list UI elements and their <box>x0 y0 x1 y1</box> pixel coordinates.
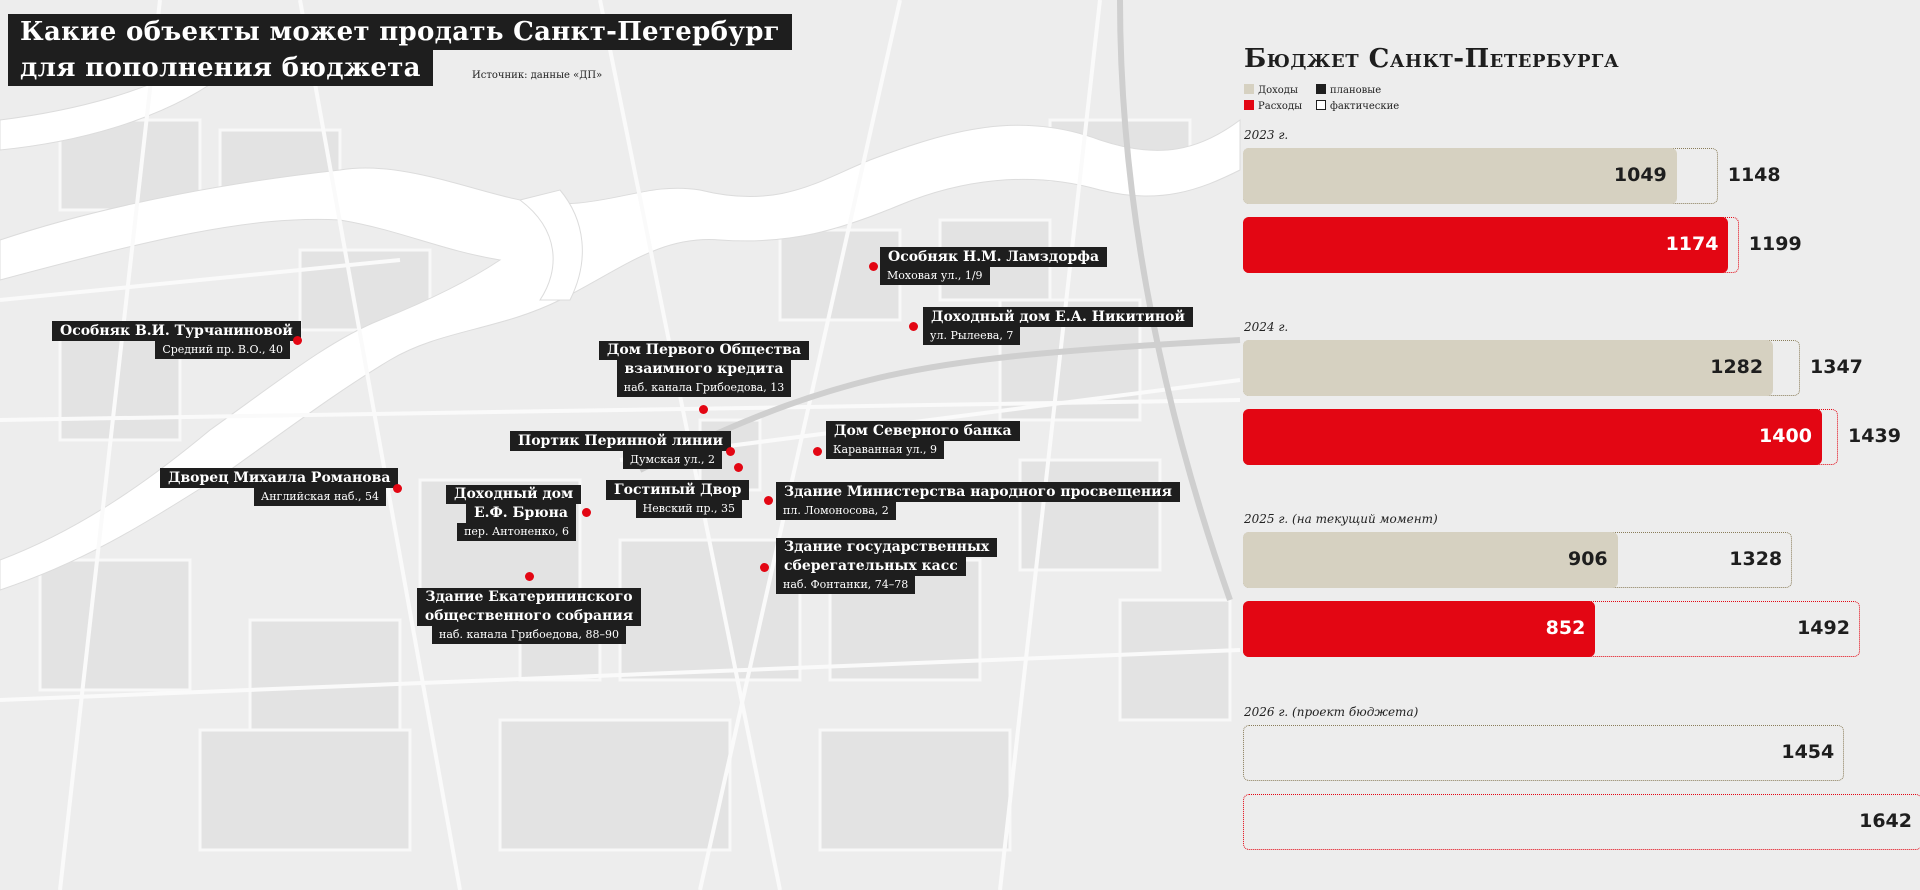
expense-planned-value: 1492 <box>1797 617 1850 639</box>
map-label-nikitina <box>923 307 1193 345</box>
map-label-bryun-house <box>446 485 576 541</box>
map-marker <box>525 572 534 581</box>
expense-planned-value: 1642 <box>1859 810 1912 832</box>
map-marker <box>764 496 773 505</box>
object-address: наб. Фонтанки, 74–78 <box>776 576 915 594</box>
legend-actual-label: фактические <box>1330 101 1400 112</box>
object-address: Думская ул., 2 <box>623 451 722 469</box>
income-planned-value: 1328 <box>1729 548 1783 570</box>
income-actual-value: 1282 <box>1710 356 1764 378</box>
legend-income-label: Доходы <box>1258 85 1298 96</box>
legend-expense-swatch <box>1244 100 1254 110</box>
object-address: Средний пр. В.О., 40 <box>155 341 290 359</box>
map-label-mikhail-palace <box>160 468 391 506</box>
legend-planned-swatch <box>1316 84 1326 94</box>
object-name: Портик Перинной линии <box>510 431 731 451</box>
legend-actual-swatch <box>1316 100 1326 110</box>
map-label-ekaterina-assembly <box>414 588 644 644</box>
object-name: Здание Екатерининского <box>417 588 640 607</box>
year-label: 2024 г. <box>1244 320 1289 334</box>
expense-planned-value: 1199 <box>1748 233 1802 255</box>
object-name: Доходный дом <box>446 485 581 504</box>
map-label-lamsdorf <box>880 247 1107 285</box>
year-label: 2025 г. (на текущий момент) <box>1244 512 1438 526</box>
map-marker <box>726 447 735 456</box>
object-name: Дворец Михаила Романова <box>160 468 398 488</box>
legend-income-swatch <box>1244 84 1254 94</box>
chart-title: Бюджет Санкт-Петербурга <box>1244 44 1620 74</box>
object-address: Караванная ул., 9 <box>826 441 944 459</box>
object-name-line2: Е.Ф. Брюна <box>466 504 576 523</box>
map-marker <box>699 405 708 414</box>
legend-planned-label: плановые <box>1330 85 1382 96</box>
page-title-line2: для пополнения бюджета <box>8 50 433 86</box>
map-marker <box>393 484 402 493</box>
page-title-line1: Какие объекты может продать Санкт-Петербург <box>8 14 792 50</box>
map-marker <box>582 508 591 517</box>
map-label-first-credit-society <box>596 341 812 397</box>
map-label-ministry-education <box>776 482 1180 520</box>
year-label: 2023 г. <box>1244 128 1289 142</box>
map-marker <box>734 463 743 472</box>
object-name: Гостиный Двор <box>606 480 749 500</box>
legend-expense-label: Расходы <box>1258 101 1303 112</box>
expense-actual-value: 852 <box>1545 617 1586 639</box>
object-address: наб. канала Грибоедова, 13 <box>617 379 791 397</box>
map-marker <box>760 563 769 572</box>
map-label-north-bank <box>826 421 1020 459</box>
legend-expense <box>1244 100 1302 112</box>
map-label-turchaninova <box>52 321 293 359</box>
year-label: 2026 г. (проект бюджета) <box>1244 705 1419 719</box>
object-name: Дом Северного банка <box>826 421 1020 441</box>
object-address: Моховая ул., 1/9 <box>880 267 990 285</box>
source-note: Источник: данные «ДП» <box>472 70 603 81</box>
object-name: Особняк В.И. Турчаниновой <box>52 321 301 341</box>
income-planned-value: 1454 <box>1781 741 1835 763</box>
object-name: Дом Первого Общества <box>599 341 809 360</box>
income-actual-value: 1049 <box>1613 164 1667 186</box>
object-name: Доходный дом Е.А. Никитиной <box>923 307 1193 327</box>
object-address: наб. канала Грибоедова, 88–90 <box>432 626 626 644</box>
map-marker <box>813 447 822 456</box>
object-address: пл. Ломоносова, 2 <box>776 502 896 520</box>
map-marker <box>869 262 878 271</box>
income-planned-value: 1148 <box>1727 164 1781 186</box>
legend-planned <box>1316 84 1381 96</box>
object-name-line2: общественного собрания <box>417 607 641 626</box>
object-name: Здание Министерства народного просвещения <box>776 482 1180 502</box>
object-address: пер. Антоненко, 6 <box>457 523 576 541</box>
legend-actual <box>1316 100 1399 112</box>
object-address: Английская наб., 54 <box>254 488 386 506</box>
object-name-line2: взаимного кредита <box>617 360 792 379</box>
income-actual-value: 906 <box>1567 548 1608 570</box>
object-address: ул. Рылеева, 7 <box>923 327 1020 345</box>
expense-actual-value: 1400 <box>1759 425 1812 447</box>
expense-actual-value: 1174 <box>1665 233 1719 255</box>
legend-income <box>1244 84 1298 96</box>
expense-planned-value: 1439 <box>1848 425 1901 447</box>
map-label-gostiny-dvor <box>606 480 742 518</box>
object-address: Невский пр., 35 <box>636 500 742 518</box>
object-name: Здание государственных <box>776 538 997 557</box>
map-marker <box>293 336 302 345</box>
object-name: Особняк Н.М. Ламздорфа <box>880 247 1107 267</box>
map-marker <box>909 322 918 331</box>
income-planned-value: 1347 <box>1810 356 1863 378</box>
map-label-perinnaya-line <box>510 431 722 469</box>
object-name-line2: сберегательных касс <box>776 557 966 576</box>
map-label-savings-banks <box>776 538 997 594</box>
